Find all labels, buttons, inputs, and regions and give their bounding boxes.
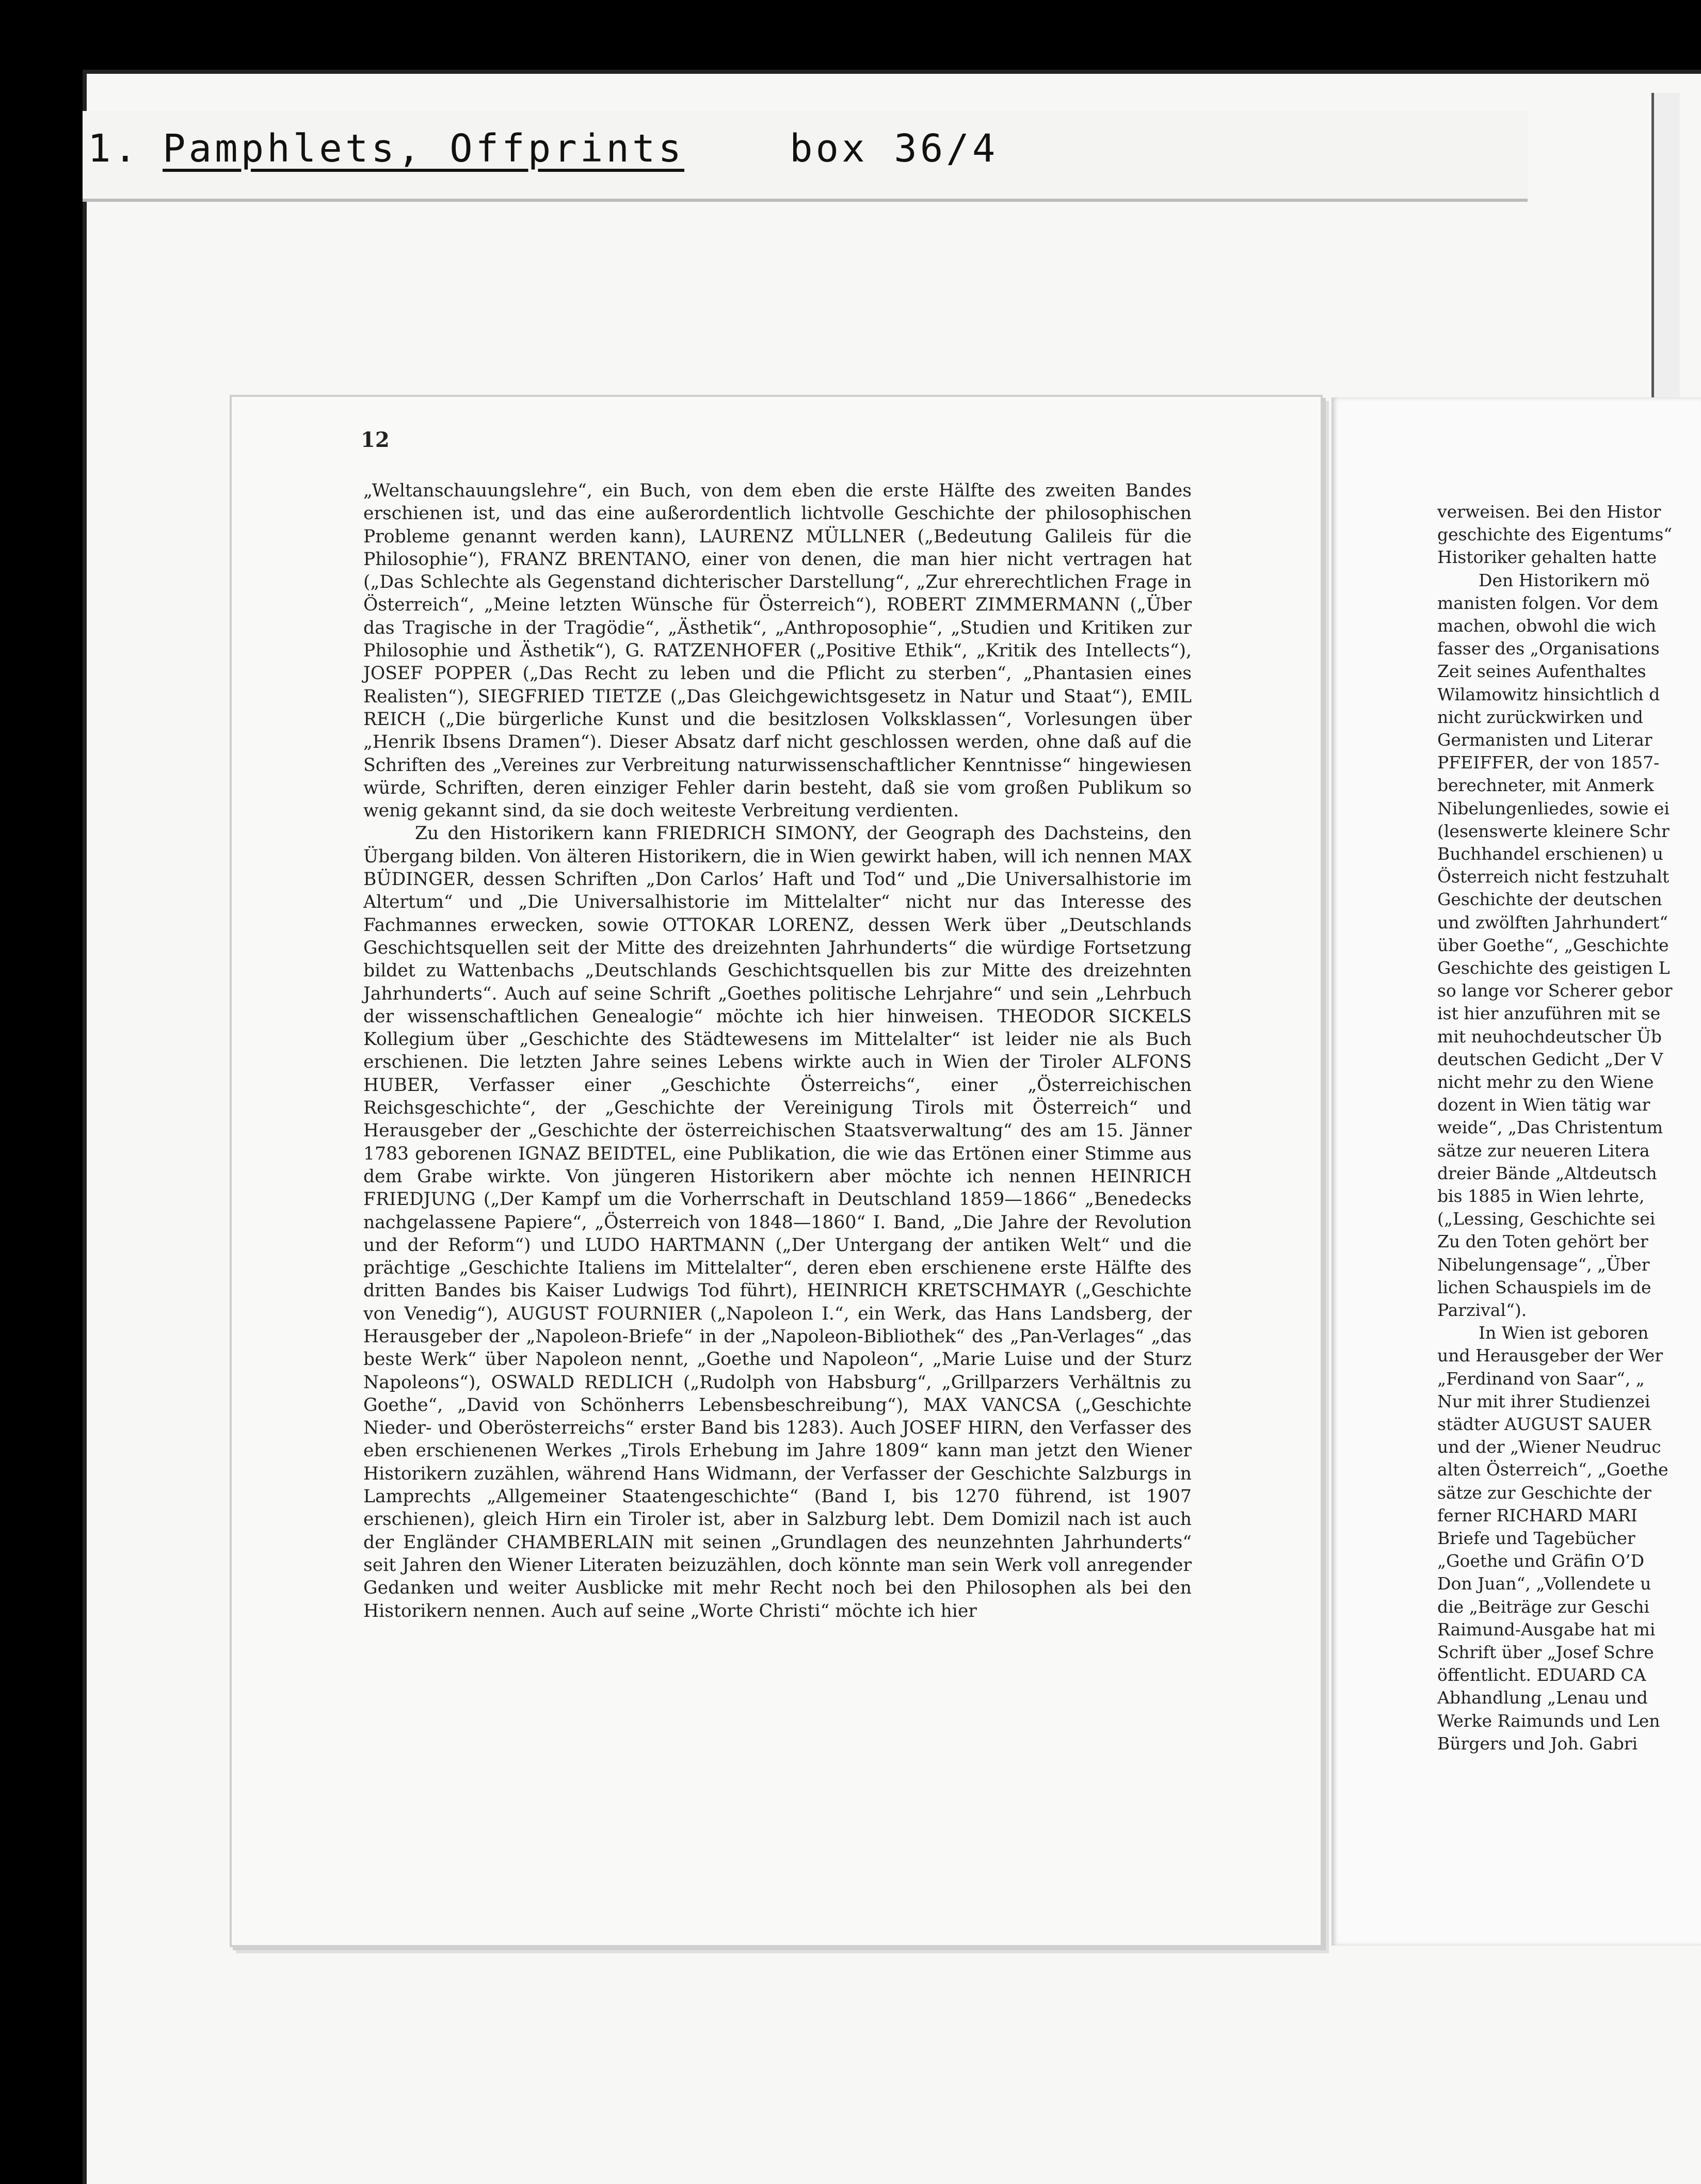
folder-edge: [1651, 93, 1680, 426]
right-page-line: berechneter, mit Anmerk: [1437, 775, 1654, 796]
right-page-line: Den Historikern mö: [1479, 570, 1650, 590]
right-page-line: „Ferdinand von Saar“, „: [1437, 1368, 1645, 1389]
right-page-line: und der „Wiener Neudruc: [1437, 1437, 1661, 1457]
right-page-line: Bürgers und Joh. Gabri: [1437, 1733, 1638, 1754]
right-page-line: PFEIFFER, der von 1857-: [1437, 752, 1660, 773]
right-page-line: Raimund-Ausgabe hat mi: [1437, 1619, 1656, 1640]
paragraph-historians: Zu den Historikern kann FRIEDRICH SIMONY, der Geograph des Dachsteins, den Übergang bilden. Von älteren Historikern, die in Wien gewirkt haben, will ich nennen MAX BÜDINGER, dessen Schriften „Don Carlos’ Haft und Tod“ und „Die Universalhistorie im Altertum“ und „Die Universalhistorie im Mittelalter“ nicht nur das Interesse des Fachmannes erwecken, sowie OTTOKAR LORENZ, dessen Werk über „Deutschlands Geschichtsquellen seit der Mitte des dreizehnten Jahrhunderts“ die würdige Fortsetzung bildet zu Wattenbachs „Deutschlands Geschichtsquellen bis zur Mitte des dreizehnten Jahrhunderts“. Auch auf seine Schrift „Goethes politische Lehrjahre“ und sein „Lehrbuch der wissenschaftlichen Genealogie“ möchte ich hier hinweisen. THEODOR SICKELS Kollegium über „Geschichte des Städtewesens im Mittelalter“ ist leider nie als Buch erschienen. Die letzten Jahre seines Lebens wirkte auch in Wien der Tiroler ALFONS HUBER, Verfasser einer „Geschichte Österreichs“, einer „Österreichischen Reichsgeschichte“, der „Geschichte der Vereinigung Tirols mit Österreich“ und Herausgeber der „Geschichte der österreichischen Staatsverwaltung“ des am 15. Jänner 1783 geborenen IGNAZ BEIDTEL, eine Publikation, die wie das Ertönen einer Stimme aus dem Grabe wirkte. Von jüngeren Historikern aber möchte ich nennen HEINRICH FRIEDJUNG („Der Kampf um die Vorherrschaft in Deutschland 1859—1866“ „Benedecks nachgelassene Papiere“, „Österreich von 1848—1860“ I. Band, „Die Jahre der Revolution und der Reform“) und LUDO HARTMANN („Der Untergang der antiken Welt“ und die prächtige „Geschichte Italiens im Mittelalter“, deren eben erschienene erste Hälfte des dritten Bandes bis Kaiser Ludwigs Tod führt), HEINRICH KRETSCHMAYR („Geschichte von Venedig“), AUGUST FOURNIER („Napoleon I.“, ein Werk, das Hans Landsberg, der Herausgeber der „Napoleon-Briefe“ in der „Napoleon-Bibliothek“ des „Pan-Verlages“ „das beste Werk“ über Napoleon nennt, „Goethe und Napoleon“, „Marie Luise und der Sturz Napoleons“), OSWALD REDLICH („Rudolph von Habsburg“, „Grillparzers Verhältnis zu Goethe“, „David von Schönherrs Lebensbeschreibung“), MAX VANCSA („Geschichte Nieder- und Oberösterreichs“ erster Band bis 1283). Auch JOSEF HIRN, den Verfasser des eben erschienenen Werkes „Tirols Erhebung im Jahre 1809“ kann man jetzt den Wiener Historikern zuzählen, während Hans Widmann, der Verfasser der Geschichte Salzburgs in Lamprechts „Allgemeiner Staatengeschichte“ (Band I, bis 1270 führend, ist 1907 erschienen), gleich Hirn ein Tiroler ist, aber in Salzburg lebt. Dem Domizil nach ist auch der Engländer CHAMBERLAIN mit seinen „Grundlagen des neunzehnten Jahrhunderts“ seit Jahren den Wiener Literaten beizuzählen, doch könnte man sein Werk voll anregender Gedanken und weiter Ausblicke mit mehr Recht noch bei den Philosophen als bei den Historikern nennen. Auch auf seine „Worte Christi“ möchte ich hier: [363, 823, 1192, 1621]
right-page-line: Zu den Toten gehört ber: [1437, 1231, 1648, 1252]
right-page-line: Zeit seines Aufenthaltes: [1437, 661, 1646, 682]
right-page-line: über Goethe“, „Geschichte: [1437, 935, 1669, 955]
box-number: box 36/4: [790, 126, 999, 171]
right-page-line: Schrift über „Josef Schre: [1437, 1642, 1654, 1662]
right-page-line: mit neuhochdeutscher Üb: [1437, 1026, 1662, 1047]
right-page-line: Werke Raimunds und Len: [1437, 1710, 1660, 1731]
right-page-line: (lesenswerte kleinere Schr: [1437, 821, 1670, 841]
right-page-line: Geschichte des geistigen L: [1437, 958, 1670, 978]
right-page-line: Österreich nicht festzuhalt: [1437, 866, 1670, 887]
right-page-line: und Herausgeber der Wer: [1437, 1345, 1663, 1366]
right-page-line: manisten folgen. Vor dem: [1437, 592, 1659, 613]
right-page-line: städter AUGUST SAUER: [1437, 1414, 1651, 1434]
right-page-line: weide“, „Das Christentum: [1437, 1117, 1663, 1138]
paragraph-philosophers: „Weltanschauungslehre“, ein Buch, von dem eben die erste Hälfte des zweiten Bandes erschienen ist, und das eine außerordentlich lichtvolle Geschichte der philosophischen Probleme genannt werden kann), LAURENZ MÜLLNER („Bedeutung Galileis für die Philosophie“), FRANZ BRENTANO, einer von denen, die man hier nicht vertragen hat („Das Schlechte als Gegenstand dichterischer Darstellung“, „Zur ehrerechtlichen Frage in Österreich“, „Meine letzten Wünsche für Österreich“), ROBERT ZIMMERMANN („Über das Tragische in der Tragödie“, „Ästhetik“, „Anthroposophie“, „Studien und Kritiken zur Philosophie und Ästhetik“), G. RATZENHOFER („Positive Ethik“, „Kritik des Intellects“), JOSEF POPPER („Das Recht zu leben und die Pflicht zu sterben“, „Phantasien eines Realisten“), SIEGFRIED TIETZE („Das Gleichgewichtsgesetz in Natur und Staat“), EMIL REICH („Die bürgerliche Kunst und die besitzlosen Volksklassen“, Vorlesungen über „Henrik Ibsens Dramen“). Dieser Absatz darf nicht geschlossen werden, ohne daß auf die Schriften des „Vereines zur Verbreitung naturwissenschaftlicher Kenntnisse“ hingewiesen würde, Schriften, deren einziger Fehler darin besteht, daß sie vom großen Publikum so wenig gekannt sind, da sie doch weiteste Verbreitung verdienten.: [363, 480, 1192, 822]
page-number: 12: [361, 428, 390, 452]
right-page-line: Abhandlung „Lenau und: [1437, 1688, 1648, 1708]
right-page-line: geschichte des Eigentums“: [1437, 524, 1673, 545]
right-page-line: fasser des „Organisations: [1437, 638, 1660, 659]
right-page-line: („Lessing, Geschichte sei: [1437, 1209, 1656, 1229]
right-page-line: lichen Schauspiels im de: [1437, 1277, 1651, 1297]
right-page-line: dreier Bände „Altdeutsch: [1437, 1163, 1657, 1183]
right-page-line: alten Österreich“, „Goethe: [1437, 1459, 1668, 1480]
right-page-line: nicht mehr zu den Wiene: [1437, 1072, 1654, 1092]
right-page-line: ferner RICHARD MARI: [1437, 1505, 1638, 1525]
right-page: [1331, 397, 1701, 1946]
page-text: [363, 479, 1192, 1623]
right-page-line: so lange vor Scherer gebor: [1437, 981, 1673, 1001]
folder-label: [83, 111, 1528, 202]
right-page-line: Geschichte der deutschen: [1437, 889, 1662, 910]
right-page-line: In Wien ist geboren: [1479, 1323, 1649, 1343]
right-page-line: Nibelungensage“, „Über: [1437, 1254, 1650, 1275]
right-page-line: dozent in Wien tätig war: [1437, 1095, 1650, 1115]
right-page-line: öffentlicht. EDUARD CA: [1437, 1665, 1646, 1685]
folder-title: Pamphlets, Offprints: [163, 126, 685, 171]
main-page: [230, 395, 1323, 1947]
right-page-line: verweisen. Bei den Histor: [1437, 502, 1661, 522]
right-page-line: und zwölften Jahrhundert“: [1437, 912, 1668, 933]
right-page-line: Nibelungenliedes, sowie ei: [1437, 798, 1670, 818]
right-page-line: bis 1885 in Wien lehrte,: [1437, 1186, 1645, 1206]
right-page-line: ist hier anzuführen mit se: [1437, 1003, 1661, 1024]
right-page-line: Historiker gehalten hatte: [1437, 547, 1657, 568]
right-page-line: Wilamowitz hinsichtlich d: [1437, 684, 1660, 704]
right-page-line: deutschen Gedicht „Der V: [1437, 1049, 1663, 1069]
right-page-line: sätze zur neueren Litera: [1437, 1140, 1650, 1161]
right-page-line: Briefe und Tagebücher: [1437, 1528, 1635, 1548]
right-page-line: „Goethe und Gräfin O’D: [1437, 1551, 1645, 1571]
right-page-line: Parzival“).: [1437, 1300, 1527, 1320]
right-page-line: sätze zur Geschichte der: [1437, 1482, 1651, 1503]
right-page-line: nicht zurückwirken und: [1437, 706, 1643, 727]
right-page-line: Nur mit ihrer Studienzei: [1437, 1391, 1650, 1411]
right-page-line: Don Juan“, „Vollendete u: [1437, 1573, 1651, 1594]
right-page-line: die „Beiträge zur Geschi: [1437, 1596, 1650, 1617]
right-page-line: machen, obwohl die wich: [1437, 616, 1657, 636]
right-page-line: Buchhandel erschienen) u: [1437, 844, 1663, 864]
right-page-line: Germanisten und Literar: [1437, 730, 1652, 750]
folder-number: 1.: [88, 126, 140, 171]
